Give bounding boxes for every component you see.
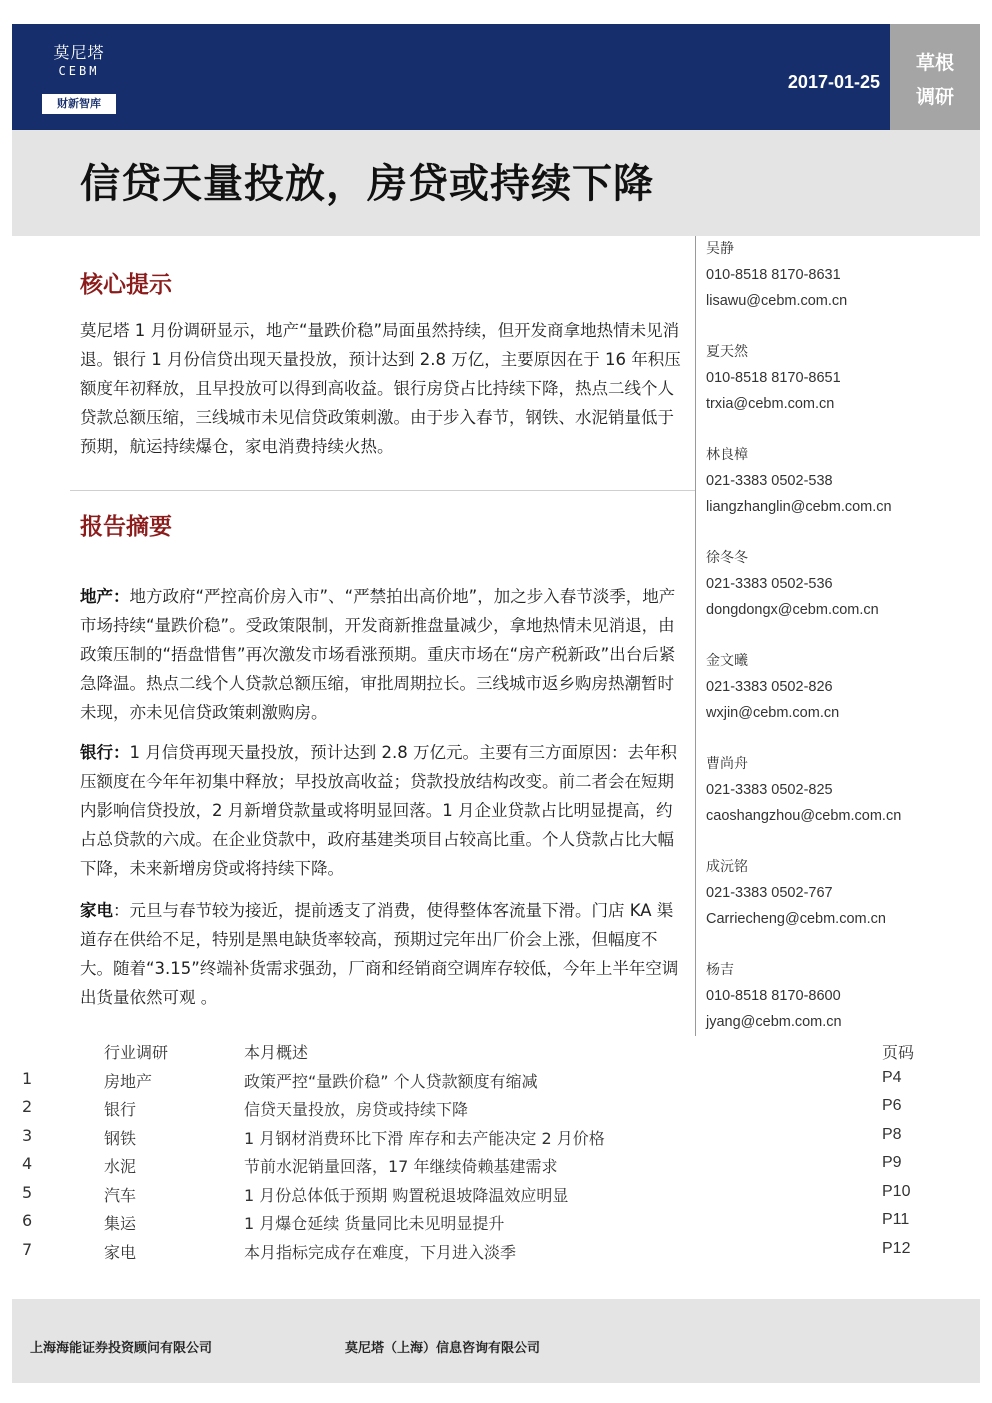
analyst-email[interactable]: trxia@cebm.com.cn <box>706 396 835 412</box>
report-type-line2: 调研 <box>915 86 954 108</box>
table-row[interactable] <box>12 1179 952 1208</box>
row-number: 7 <box>22 1239 33 1259</box>
row-summary: 本月指标完成存在难度，下月进入淡季 <box>244 1242 517 1262</box>
analyst-name: 夏天然 <box>706 344 748 360</box>
analyst-email[interactable]: jyang@cebm.com.cn <box>706 1014 842 1030</box>
analyst-card <box>706 545 986 648</box>
analyst-name: 曹尚舟 <box>706 756 748 772</box>
analyst-email[interactable]: liangzhanglin@cebm.com.cn <box>706 499 892 515</box>
analyst-card <box>706 236 986 339</box>
section-divider <box>70 490 695 491</box>
analyst-phone: 021-3383 0502-536 <box>706 576 833 592</box>
analyst-card <box>706 442 986 545</box>
logo-cn-text: 莫尼塔 <box>53 43 105 62</box>
analyst-email[interactable]: wxjin@cebm.com.cn <box>706 705 840 721</box>
row-industry: 房地产 <box>104 1071 153 1091</box>
analyst-phone: 010-8518 8170-8631 <box>706 267 841 283</box>
row-page[interactable]: P8 <box>882 1125 902 1143</box>
report-date: 2017-01-25 <box>787 72 880 92</box>
analyst-email[interactable]: dongdongx@cebm.com.cn <box>706 602 879 618</box>
row-summary: 信贷天量投放，房贷或持续下降 <box>244 1100 469 1119</box>
contents-table <box>12 1036 952 1264</box>
summary-item-text: 地方政府“严控高价房入市”、“严禁拍出高价地”，加之步入春节淡季，地产市场持续“量跌价稳”。受政策限制，开发商新推盘量减少，拿地热情未见消退，由政策压制的“捂盘惜售”再次激发市场看涨预期。重庆市场在“房产税新政”出台后紧急降温。热点二线个人贷款总额压缩，审批周期拉长。三线城市返乡购房热潮暂时未现，亦未见信贷政策刺激购房。 <box>80 587 676 722</box>
summary-item-appliance <box>80 896 688 1012</box>
summary-item-label: 地产： <box>80 587 130 606</box>
analyst-card <box>706 751 986 854</box>
row-industry: 银行 <box>104 1100 137 1119</box>
analyst-email[interactable]: lisawu@cebm.com.cn <box>706 293 848 309</box>
analyst-phone: 021-3383 0502-826 <box>706 679 833 695</box>
analyst-name: 成沅铭 <box>706 859 748 875</box>
page-title: 信贷天量投放，房贷或持续下降 <box>80 161 654 207</box>
row-page[interactable]: P6 <box>882 1097 902 1114</box>
row-page[interactable]: P4 <box>882 1068 902 1086</box>
table-row[interactable] <box>12 1093 952 1122</box>
row-page[interactable]: P9 <box>882 1154 902 1171</box>
footer-company-right: 莫尼塔（上海）信息咨询有限公司 <box>345 1341 541 1356</box>
column-header-industry: 行业调研 <box>104 1043 169 1062</box>
row-number: 1 <box>22 1068 33 1088</box>
row-number: 4 <box>22 1154 33 1173</box>
header-bar <box>12 24 890 130</box>
row-industry: 集运 <box>104 1214 137 1233</box>
analyst-phone: 021-3383 0502-538 <box>706 473 833 489</box>
row-page[interactable]: P10 <box>882 1182 911 1200</box>
row-page[interactable]: P11 <box>882 1211 910 1228</box>
table-row[interactable] <box>12 1150 952 1179</box>
analyst-card <box>706 339 986 442</box>
summary-item-text: 1 月信贷再现天量投放，预计达到 2.8 万亿元。主要有三方面原因：去年积压额度在今年年初集中释放；早投放高收益；贷款投放结构改变。前二者会在短期内影响信贷投放，2 月新增贷款量或将明显回落。1 月企业贷款占比明显提高，约占总贷款的六成。在企业贷款中，政府基建类项目占较高比重。个人贷款占比大幅下降，未来新增房贷或将持续下降。 <box>80 743 677 878</box>
analyst-list <box>706 236 986 1060</box>
summary-item-label: 家电 <box>80 901 113 920</box>
summary-item-bank <box>80 738 688 883</box>
row-industry: 水泥 <box>104 1157 137 1176</box>
row-industry: 家电 <box>104 1242 137 1262</box>
analyst-phone: 010-8518 8170-8651 <box>706 370 841 386</box>
row-number: 3 <box>22 1125 33 1145</box>
logo-sub-text: 财新智库 <box>42 94 116 114</box>
table-row[interactable] <box>12 1207 952 1236</box>
table-row[interactable] <box>12 1065 952 1094</box>
company-logo <box>40 34 118 118</box>
footer-company-left: 上海海能证券投资顾问有限公司 <box>30 1341 213 1356</box>
row-number: 6 <box>22 1211 33 1230</box>
analyst-name: 金文曦 <box>706 653 748 669</box>
row-industry: 汽车 <box>104 1185 137 1205</box>
report-type-badge <box>890 24 980 130</box>
title-band <box>12 130 980 236</box>
row-summary: 节前水泥销量回落，17 年继续倚赖基建需求 <box>244 1157 558 1176</box>
column-header-page: 页码 <box>882 1045 915 1062</box>
summary-heading: 报告摘要 <box>80 514 172 540</box>
row-summary: 1 月份总体低于预期 购置税退坡降温效应明显 <box>244 1185 569 1205</box>
row-industry: 钢铁 <box>104 1128 137 1148</box>
column-header-summary: 本月概述 <box>244 1043 309 1062</box>
analyst-email[interactable]: caoshangzhou@cebm.com.cn <box>706 808 902 824</box>
analyst-name: 林良樟 <box>706 447 748 463</box>
row-number: 5 <box>22 1182 33 1202</box>
analyst-phone: 021-3383 0502-767 <box>706 885 833 901</box>
table-row[interactable] <box>12 1122 952 1151</box>
analyst-email[interactable]: Carriecheng@cebm.com.cn <box>706 911 886 927</box>
analyst-phone: 021-3383 0502-825 <box>706 782 833 798</box>
summary-item-label: 银行： <box>80 743 130 762</box>
analyst-name: 徐冬冬 <box>706 550 748 566</box>
analyst-card <box>706 648 986 751</box>
analyst-card <box>706 854 986 957</box>
analyst-name: 吴静 <box>706 241 734 257</box>
column-divider <box>695 236 696 1036</box>
summary-item-text: ：元旦与春节较为接近，提前透支了消费，使得整体客流量下滑。门店 KA 渠道存在供给不足，特别是黑电缺货率较高，预期过完年出厂价会上涨，但幅度不大。随着“3.15”终端补货需求强劲，厂商和经销商空调库存较低，今年上半年空调出货量依然可观 。 <box>80 901 679 1007</box>
logo-en-text: CEBM <box>58 64 100 78</box>
core-text: 莫尼塔 1 月份调研显示，地产“量跌价稳”局面虽然持续，但开发商拿地热情未见消退。银行 1 月份信贷出现天量投放，预计达到 2.8 万亿，主要原因在于 16 年积压额度年初释放，且早投放可以得到高收益。银行房贷占比持续下降，热点二线个人贷款总额压缩，三线城市未见信贷政策刺激。由于步入春节，钢铁、水泥销量低于预期，航运持续爆仓，家电消费持续火热。 <box>80 321 681 456</box>
analyst-phone: 010-8518 8170-8600 <box>706 988 841 1004</box>
summary-item-realestate <box>80 582 688 727</box>
row-number: 2 <box>22 1097 33 1116</box>
row-page[interactable]: P12 <box>882 1239 911 1257</box>
row-summary: 1 月爆仓延续 货量同比未见明显提升 <box>244 1214 505 1233</box>
analyst-name: 杨吉 <box>706 962 734 978</box>
row-summary: 1 月钢材消费环比下滑 库存和去产能决定 2 月价格 <box>244 1128 605 1148</box>
report-type-line1: 草根 <box>915 52 954 74</box>
table-header-row <box>12 1036 952 1065</box>
table-row[interactable] <box>12 1236 952 1265</box>
core-heading: 核心提示 <box>80 272 172 298</box>
row-summary: 政策严控“量跌价稳” 个人贷款额度有缩减 <box>244 1071 538 1091</box>
page-footer <box>12 1299 980 1383</box>
